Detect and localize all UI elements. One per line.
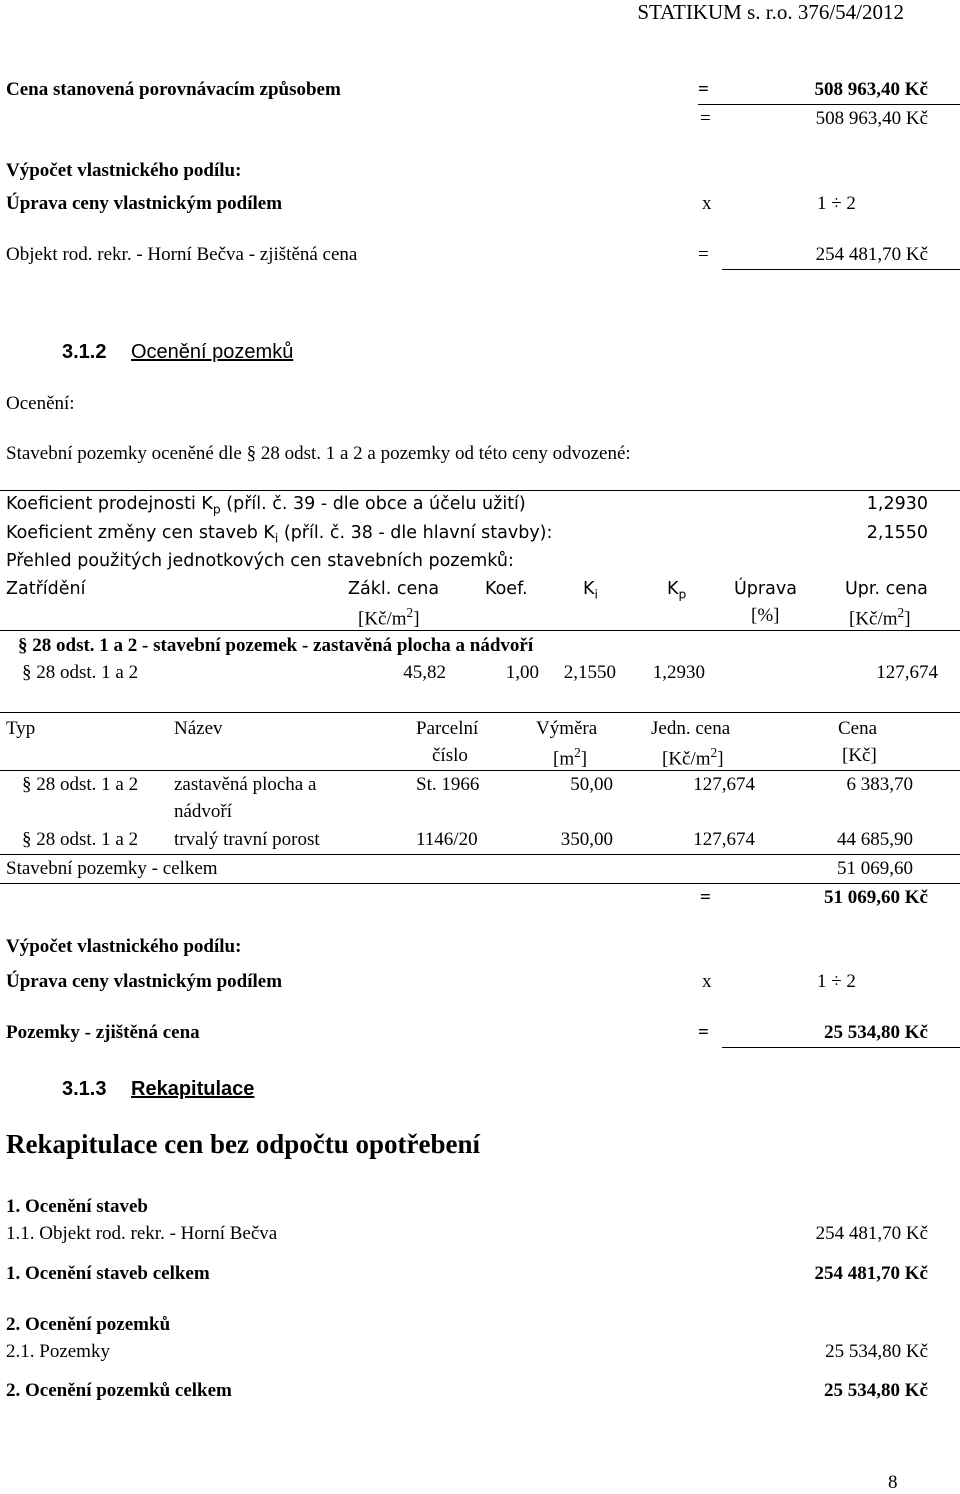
section-title: Rekapitulace — [131, 1078, 255, 1100]
divider — [698, 104, 960, 105]
comparative-price-eq: = — [698, 79, 709, 100]
recap-s2-total-value: 25 534,80 Kč — [824, 1380, 928, 1401]
recap-title: Rekapitulace cen bez odpočtu opotřebení — [6, 1129, 480, 1159]
recap-s2-title: 2. Ocenění pozemků — [6, 1314, 171, 1335]
col-ki: $K_i$ — [583, 579, 598, 602]
price-group-heading: § 28 odst. 1 a 2 - stavební pozemek - zastavěná plocha a nádvoří — [18, 635, 534, 656]
section-title: Ocenění pozemků — [131, 341, 294, 363]
col-uprava: Úprava — [734, 579, 797, 599]
divider — [0, 630, 960, 631]
total-label: Stavební pozemky - celkem — [6, 858, 218, 879]
total-value: 51 069,60 — [837, 858, 913, 879]
recap-s1-item-value: 254 481,70 Kč — [815, 1223, 928, 1244]
col-koef: Koef. — [485, 579, 528, 599]
col-cislo: číslo — [432, 745, 468, 766]
parcel-row-typ: § 28 odst. 1 a 2 — [22, 774, 139, 795]
divider — [0, 883, 960, 884]
building-land-heading: Stavební pozemky oceněné dle § 28 odst. 1 a 2 a pozemky od této ceny odvozené: — [6, 443, 631, 464]
col-nazev: Název — [174, 718, 223, 739]
col-upr-cena: Upr. cena — [845, 579, 928, 599]
divider — [0, 770, 960, 771]
parcel-row-jedn: 127,674 — [693, 774, 755, 795]
ownership-title: Výpočet vlastnického podílu: — [6, 936, 242, 957]
valuation-label: Ocenění: — [6, 393, 75, 414]
total-final: 51 069,60 Kč — [824, 887, 928, 908]
ownership-label: Úprava ceny vlastnickým podílem — [6, 193, 283, 214]
parcel-row-nazev: trvalý travní porost — [174, 829, 320, 850]
col-jedn-unit: $[Kč/m^2]$ — [662, 745, 724, 770]
comparative-price-value: 508 963,40 Kč — [814, 79, 928, 100]
object-price-eq: = — [698, 244, 709, 265]
divider — [0, 854, 960, 855]
parcel-row-parcel: 1146/20 — [416, 829, 478, 850]
divider — [722, 269, 960, 270]
land-price-value: 25 534,80 Kč — [824, 1022, 928, 1043]
recap-s1-total: 1. Ocenění staveb celkem — [6, 1263, 210, 1284]
section-number: 3.1.3 — [62, 1078, 107, 1100]
coef-i-label: Koeficient změny cen staveb $K_i$ (příl. č. 38 - dle hlavní stavby): — [6, 523, 553, 546]
col-uprava-unit: [%] — [751, 605, 780, 626]
coef-i-value: 2,1550 — [866, 523, 928, 543]
col-vymera-unit: $[m^2]$ — [553, 745, 588, 770]
recap-s1-total-value: 254 481,70 Kč — [814, 1263, 928, 1284]
col-typ: Typ — [6, 718, 36, 739]
land-price-eq: = — [698, 1022, 709, 1043]
col-kp: $K_p$ — [667, 579, 687, 602]
recap-s2-item: 2.1. Pozemky — [6, 1341, 110, 1362]
price-row-kp: 1,2930 — [652, 662, 705, 683]
parcel-row-typ: § 28 odst. 1 a 2 — [22, 829, 139, 850]
comparative-price-value2: 508 963,40 Kč — [815, 108, 928, 129]
divider — [0, 712, 960, 713]
object-price-label: Objekt rod. rekr. - Horní Bečva - zjištěná cena — [6, 244, 358, 265]
col-upr-unit: $[Kč/m^2]$ — [849, 605, 911, 630]
ownership-op: x — [702, 971, 712, 992]
col-zakl-cena: Zákl. cena — [348, 579, 440, 599]
page-number: 8 — [888, 1472, 898, 1493]
parcel-row-vymera: 50,00 — [570, 774, 613, 795]
parcel-row-nazev2: nádvoří — [174, 801, 233, 822]
parcel-row-nazev: zastavěná plocha a — [174, 774, 317, 795]
price-row-koef: 1,00 — [505, 662, 539, 683]
parcel-row-vymera: 350,00 — [560, 829, 613, 850]
recap-s1-title: 1. Ocenění staveb — [6, 1196, 148, 1217]
price-row-zatrideni: § 28 odst. 1 a 2 — [22, 662, 139, 683]
parcel-row-cena: 44 685,90 — [837, 829, 913, 850]
col-zakl-unit: $[Kč/m^2]$ — [358, 605, 420, 630]
price-row-upr: 127,674 — [876, 662, 938, 683]
object-price-value: 254 481,70 Kč — [815, 244, 928, 265]
col-jedn-cena: Jedn. cena — [651, 718, 731, 739]
unit-prices-overview: Přehled použitých jednotkových cen stavebních pozemků: — [6, 551, 514, 571]
parcel-row-jedn: 127,674 — [693, 829, 755, 850]
coef-p-value: 1,2930 — [866, 494, 928, 514]
recap-s2-item-value: 25 534,80 Kč — [825, 1341, 928, 1362]
col-parcelni: Parcelní — [416, 718, 479, 739]
comparative-price-eq2: = — [700, 108, 711, 129]
price-row-zakl: 45,82 — [403, 662, 446, 683]
page-header: STATIKUM s. r.o. 376/54/2012 — [637, 0, 904, 24]
parcel-row-parcel: St. 1966 — [416, 774, 480, 795]
col-cena: Cena — [838, 718, 878, 739]
col-cena-unit: [Kč] — [842, 745, 877, 766]
parcel-row-cena: 6 383,70 — [846, 774, 913, 795]
divider — [722, 1047, 960, 1048]
ownership-op: x — [702, 193, 712, 214]
col-zatrideni: Zatřídění — [6, 579, 86, 599]
comparative-price-label: Cena stanovená porovnávacím způsobem — [6, 79, 341, 100]
ownership-value: 1 ÷ 2 — [817, 971, 856, 992]
coef-p-label: Koeficient prodejnosti $K_p$ (příl. č. 39 - dle obce a účelu užití) — [6, 494, 526, 517]
price-row-ki: 2,1550 — [563, 662, 616, 683]
recap-s1-item: 1.1. Objekt rod. rekr. - Horní Bečva — [6, 1223, 278, 1244]
divider — [0, 490, 960, 491]
section-number: 3.1.2 — [62, 341, 107, 363]
ownership-label: Úprava ceny vlastnickým podílem — [6, 971, 283, 992]
recap-s2-total: 2. Ocenění pozemků celkem — [6, 1380, 232, 1401]
total-eq: = — [700, 887, 711, 908]
col-vymera: Výměra — [536, 718, 598, 739]
ownership-value: 1 ÷ 2 — [817, 193, 856, 214]
land-price-label: Pozemky - zjištěná cena — [6, 1022, 200, 1043]
ownership-title: Výpočet vlastnického podílu: — [6, 160, 242, 181]
